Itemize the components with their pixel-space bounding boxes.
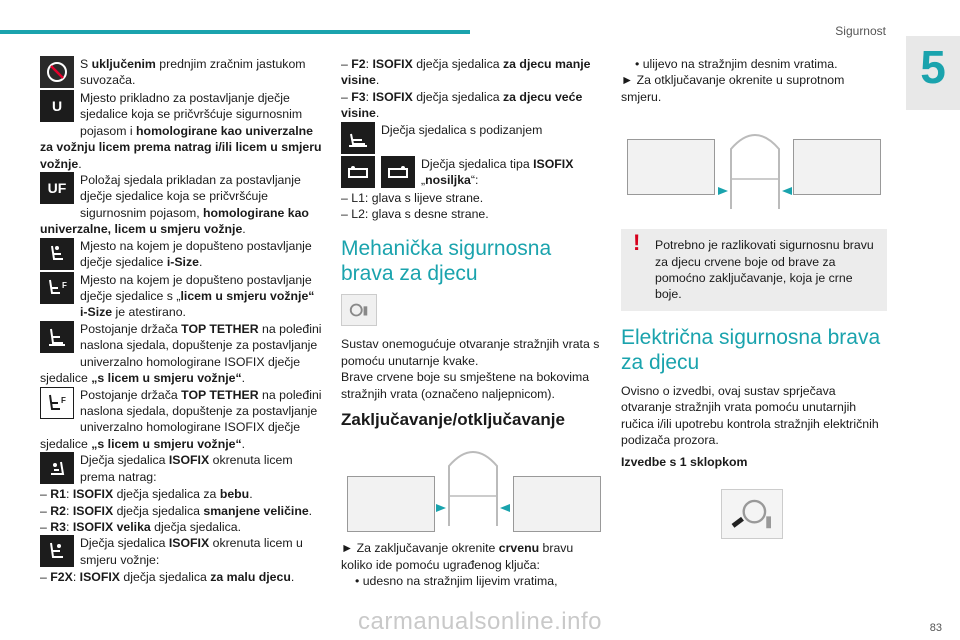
warning-icon: ! (633, 230, 641, 256)
icon-entry-isofix-front: Dječja sjedalica ISOFIX okrenuta licem u smjeru vožnje: (40, 535, 324, 569)
top-tether-f-icon (40, 387, 74, 419)
page-number: 83 (929, 622, 942, 634)
warning-text: Potrebno je razlikovati sigurnosnu bravu za djecu crvene boje od brave za pomoćno zaključavanje, koja je crne boje. (655, 238, 874, 302)
column-middle (341, 56, 605, 590)
subsection-title-lock-unlock: Zaključavanje/otključavanje (341, 410, 565, 430)
isofix-carrier-left-icon (341, 156, 375, 188)
icon-entry-isofix-rear: Dječja sjedalica ISOFIX okrenuta licem prema natrag: (40, 452, 324, 486)
universal-u-icon: U (40, 90, 74, 122)
icon-entry-isize-forward: F Mjesto na kojem je dopušteno postavljanje dječje sjedalice s „licem u smjeru vožnje“ i-Size je atestirano. (40, 272, 324, 321)
section-header-title: Sigurnost (835, 24, 886, 38)
list-item: – L1: glava s lijeve strane. (341, 190, 484, 205)
airbag-on-icon (40, 56, 74, 88)
paragraph: Ovisno o izvedbi, ovaj sustav sprječava otvaranje stražnjih vrata pomoću unutarnjih ručica i/ili upotrebu kontrola stražnjih električnih podizača prozora. (621, 383, 879, 448)
column-left (40, 56, 324, 586)
list-item: – F3: ISOFIX dječja sjedalica za djecu veće visine. (341, 89, 583, 121)
icon-entry-booster: Dječja sjedalica s podizanjem (341, 122, 605, 156)
rear-right-door-lock-image (513, 476, 601, 532)
list-item: • ulijevo na stražnjim desnim vratima. (635, 57, 838, 71)
paragraph: ► Za otključavanje okrenite u suprotnom smjeru. (621, 73, 845, 104)
icon-entry-isofix-carrier: Dječja sjedalica tipa ISOFIX „nosiljka“: (341, 156, 605, 190)
icon-entry-universal-forward: UF Položaj sjedala prikladan za postavljanje dječje sjedalice koja se pričvršćuje sigurnosnim pojasom, homologirane kao univerzalne, licem u smjeru vožnje. (40, 173, 309, 237)
rear-right-door-lock-image (793, 139, 881, 195)
child-lock-illustration (341, 436, 605, 532)
list-item: – F2X: ISOFIX dječja sjedalica za malu djecu. (40, 570, 295, 585)
list-item: – R2: ISOFIX dječja sjedalica smanjene veličine. (40, 503, 313, 518)
isize-icon (40, 238, 74, 270)
column-right (621, 56, 887, 539)
header-accent-bar (0, 30, 470, 34)
section-title-mechanical-lock: Mehanička sigurnosna brava za djecu (341, 237, 552, 286)
icon-entry-isize: Mjesto na kojem je dopušteno postavljanje dječje sjedalice i-Size. (40, 238, 324, 272)
subheading-one-switch: Izvedbe s 1 sklopkom (621, 455, 748, 470)
isofix-carrier-right-icon (381, 156, 415, 188)
paragraph: ► Za zaključavanje okrenite crvenu bravu koliko ide pomoću ugrađenog ključa: (341, 541, 574, 572)
isofix-front-icon (40, 535, 74, 567)
list-item: – R1: ISOFIX dječja sjedalica za bebu. (40, 487, 253, 502)
paragraph: Brave crvene boje su smještene na bokovima stražnjih vrata (označeno naljepnicom). (341, 370, 590, 401)
booster-seat-icon (341, 122, 375, 154)
icon-entry-top-tether: Postojanje držača TOP TETHER na poleđini naslona sjedala, dopuštenje za postavljanje univerzalno homologirane ISOFIX dječje sjedalice „s licem u smjeru vožnje“. (40, 321, 322, 386)
warning-box (621, 229, 887, 311)
universal-uf-icon: UF (40, 172, 74, 204)
child-lock-sticker-icon (341, 294, 377, 326)
isofix-rear-icon (40, 452, 74, 484)
icon-entry-top-tether-forward: F Postojanje držača TOP TETHER na poleđini naslona sjedala, dopuštenje za postavljanje univerzalno homologirane ISOFIX dječje sjedalice „s licem u smjeru vožnje“. (40, 387, 322, 451)
isize-f-icon (40, 272, 74, 304)
svg-text:F: F (62, 280, 67, 290)
watermark: carmanualsonline.info (358, 608, 602, 635)
list-item: – L2: glava s desne strane. (341, 207, 489, 222)
icon-entry-universal: U Mjesto prikladno za postavljanje dječje sjedalice koja se pričvršćuje sigurnosnim pojasom i homologirane kao univerzalne za vožnju licem prema natrag i/ili licem u smjeru vožnje. (40, 91, 322, 171)
child-unlock-illustration (621, 119, 887, 215)
rear-left-door-lock-image (347, 476, 435, 532)
chapter-tab (906, 36, 960, 110)
chapter-number: 5 (920, 41, 946, 93)
rear-left-door-lock-image (627, 139, 715, 195)
list-item: • udesno na stražnjim lijevim vratima, (355, 574, 558, 589)
list-item: – R3: ISOFIX velika dječja sjedalica. (40, 519, 241, 534)
paragraph: Sustav onemogućuje otvaranje stražnjih vrata s pomoću unutarnje kvake. (341, 337, 600, 368)
list-item: – F2: ISOFIX dječja sjedalica za djecu manje visine. (341, 57, 591, 88)
section-title-electric-lock: Električna sigurnosna brava za djecu (621, 325, 881, 374)
top-tether-icon (40, 321, 74, 353)
icon-entry-airbag-on: S uključenim prednjim zračnim jastukom suvozača. (40, 56, 324, 90)
child-lock-switch-icon (721, 489, 783, 539)
svg-text:F: F (61, 395, 66, 405)
